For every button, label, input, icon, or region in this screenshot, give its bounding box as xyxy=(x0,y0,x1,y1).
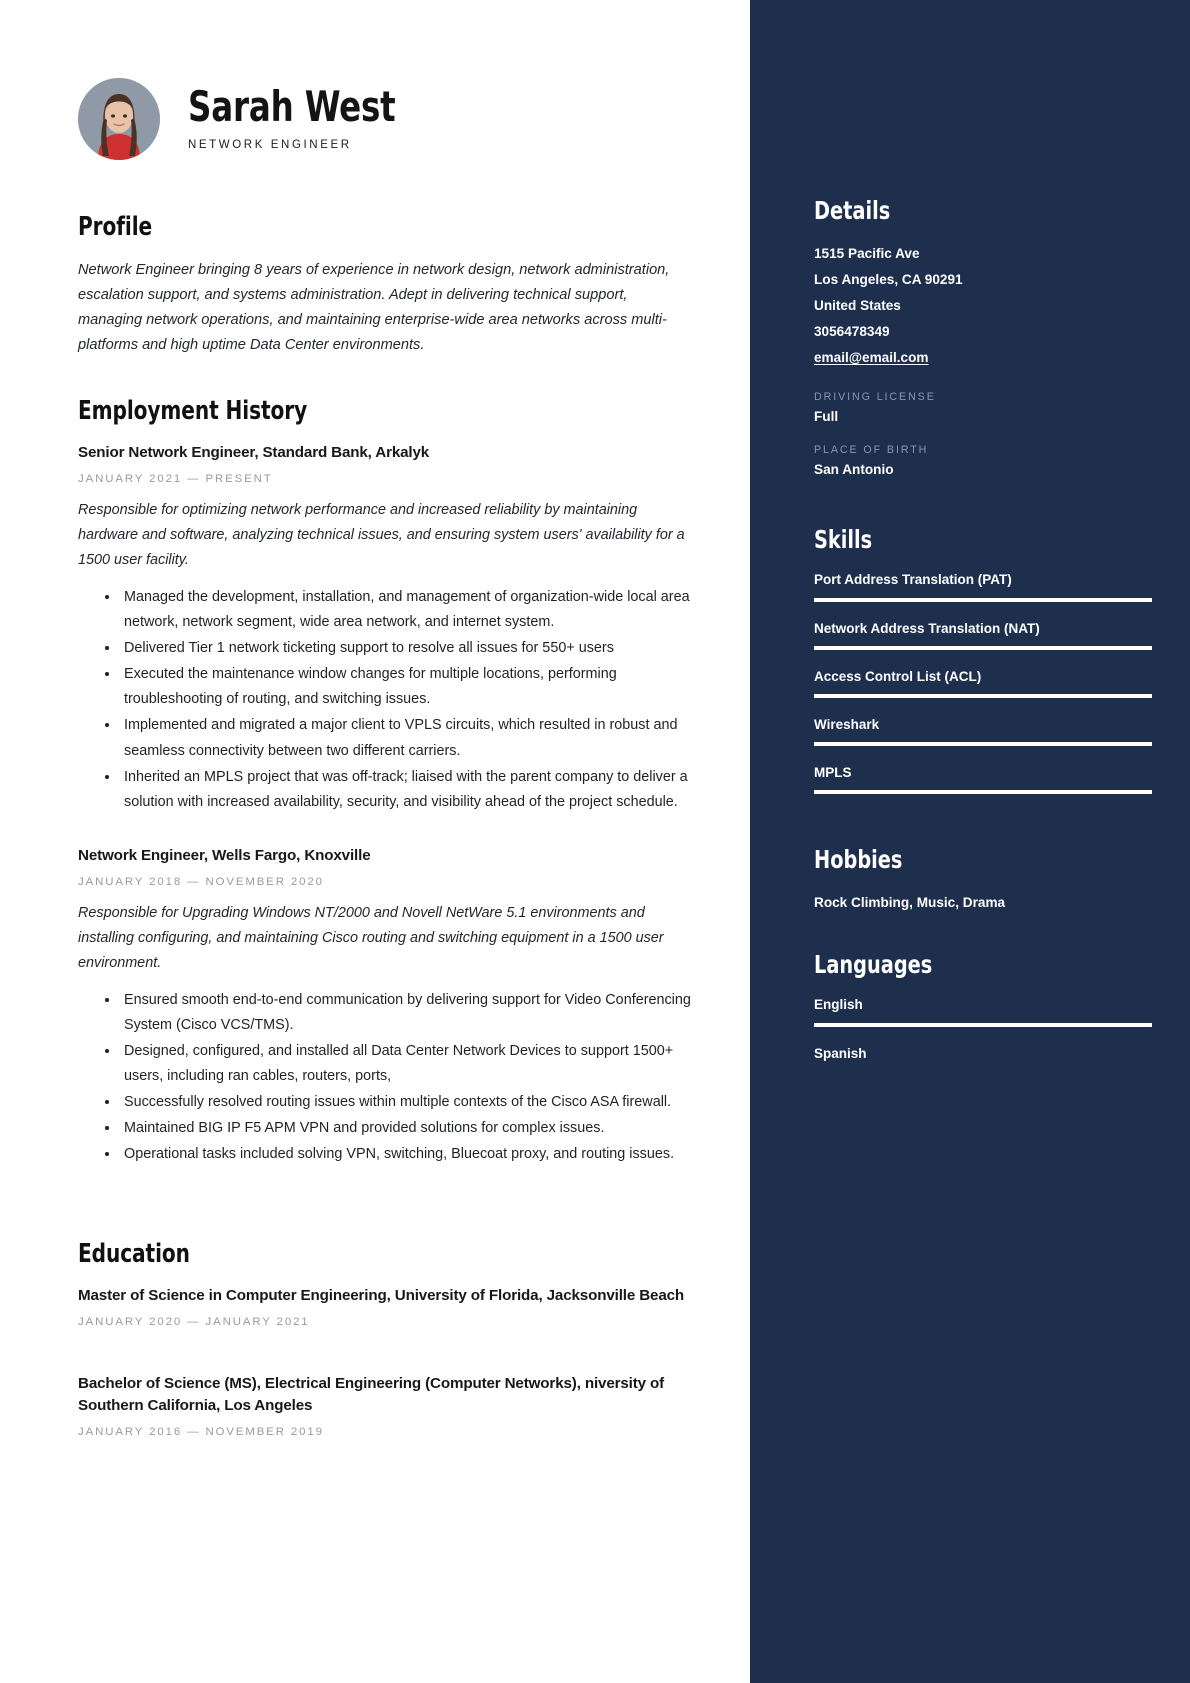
list-item: • Maintained BIG IP F5 APM VPN and provided solutions for complex issues. xyxy=(120,1116,692,1141)
hobbies-text: Rock Climbing, Music, Drama xyxy=(814,895,1006,911)
sidebar-heading-hobbies: Hobbies xyxy=(814,845,903,875)
place-of-birth-value: San Antonio xyxy=(814,462,894,478)
employment-date: JANUARY 2018 — NOVEMBER 2020 xyxy=(78,875,324,888)
job-title: NETWORK ENGINEER xyxy=(188,138,352,151)
country: United States xyxy=(814,298,901,314)
education-title: Bachelor of Science (MS), Electrical Engineering (Computer Networks), niversity of Southern California, Los Angeles xyxy=(78,1375,665,1415)
skill-item xyxy=(814,619,1152,650)
sidebar-details-section xyxy=(814,196,1152,477)
skill-level-bar xyxy=(814,694,1152,698)
education-entry xyxy=(78,1285,692,1328)
education-section xyxy=(78,1239,692,1438)
spacer xyxy=(814,477,1152,525)
language-item xyxy=(814,995,1152,1026)
spacer xyxy=(78,1197,692,1239)
employment-title: Senior Network Engineer, Standard Bank, Arkalyk xyxy=(78,444,430,462)
education-date: JANUARY 2016 — NOVEMBER 2019 xyxy=(78,1426,324,1439)
language-level-bar xyxy=(814,1023,1152,1027)
list-item: • Successfully resolved routing issues within multiple contexts of the Cisco ASA firewall. xyxy=(120,1090,692,1115)
skill-level-bar xyxy=(814,742,1152,746)
email-link[interactable]: email@email.com xyxy=(814,350,929,366)
employment-title: Network Engineer, Wells Fargo, Knoxville xyxy=(78,846,371,864)
section-heading-employment: Employment History xyxy=(78,396,308,427)
list-item: • Managed the development, installation, and management of organization-wide local area network, network segment, wide area network, and internet system. xyxy=(120,585,692,635)
sidebar-languages-section xyxy=(814,950,1152,1074)
education-entry xyxy=(78,1373,692,1438)
sidebar-heading-skills: Skills xyxy=(814,525,873,555)
skill-label: Network Address Translation (NAT) xyxy=(814,620,1040,636)
sidebar-hobbies-section xyxy=(814,845,1152,916)
employment-entry xyxy=(78,442,692,814)
list-item: • Executed the maintenance window changes for multiple locations, performing troubleshooting of routing, and switching issues. xyxy=(120,662,692,712)
employment-bullet-list xyxy=(78,585,692,815)
skill-label: Access Control List (ACL) xyxy=(814,668,982,684)
spacer xyxy=(78,1341,692,1373)
address-line-1: 1515 Pacific Ave xyxy=(814,246,920,261)
phone-number: 3056478349 xyxy=(814,324,890,340)
employment-description: Responsible for optimizing network performance and increased reliability by maintaining hardware and software, analyzing technical issues, and ensuring system users' availability for a 1500 user facility. xyxy=(78,502,685,569)
employment-bullet-list xyxy=(78,988,692,1167)
sidebar-skills-section xyxy=(814,525,1152,794)
skill-label: Port Address Translation (PAT) xyxy=(814,572,1012,588)
language-label: English xyxy=(814,997,863,1013)
list-item: • Ensured smooth end-to-end communication by delivering support for Video Conferencing System (Cisco VCS/TMS). xyxy=(120,988,692,1038)
place-of-birth-label: PLACE OF BIRTH xyxy=(814,444,929,457)
skill-item xyxy=(814,763,1152,794)
address-line-2: Los Angeles, CA 90291 xyxy=(814,272,963,288)
education-title: Master of Science in Computer Engineering, University of Florida, Jacksonville Beach xyxy=(78,1286,685,1304)
avatar xyxy=(78,78,160,160)
driving-license-label: DRIVING LICENSE xyxy=(814,391,936,404)
portrait-photo-icon xyxy=(78,78,160,160)
education-date: JANUARY 2020 — JANUARY 2021 xyxy=(78,1316,310,1328)
list-item: • Inherited an MPLS project that was off-track; liaised with the parent company to deliver a solution with increased availability, security, and visibility ahead of the project schedule. xyxy=(120,765,692,815)
skill-level-bar xyxy=(814,646,1152,650)
spacer xyxy=(814,811,1152,845)
name-block xyxy=(188,82,429,152)
skill-item xyxy=(814,667,1152,698)
profile-section xyxy=(78,212,692,358)
section-heading-profile: Profile xyxy=(78,212,153,242)
sidebar-heading-languages: Languages xyxy=(814,950,933,980)
language-level-bar xyxy=(814,1071,1152,1075)
profile-text: Network Engineer bringing 8 years of experience in network design, network administration, escalation support, and systems administration. Adept in delivering technical support, managing network operations, and maintaining enterprise-wide area networks across multi-platforms and high uptime Data Center environments. xyxy=(78,262,670,354)
driving-license-value: Full xyxy=(814,409,839,425)
spacer xyxy=(814,916,1152,950)
resume-header xyxy=(78,78,692,160)
list-item: • Operational tasks included solving VPN, switching, Bluecoat proxy, and routing issues. xyxy=(120,1142,692,1167)
skill-item xyxy=(814,715,1152,746)
employment-section xyxy=(78,396,692,1167)
skill-level-bar xyxy=(814,790,1152,794)
language-item xyxy=(814,1044,1152,1075)
section-heading-education: Education xyxy=(78,1238,190,1269)
skill-item xyxy=(814,570,1152,601)
sidebar-heading-details: Details xyxy=(814,196,891,225)
list-item: • Implemented and migrated a major client to VPLS circuits, which resulted in robust and seamless connectivity between two different carriers. xyxy=(120,713,692,763)
skill-label: Wireshark xyxy=(814,716,880,732)
skill-label: MPLS xyxy=(814,765,852,781)
page-title: Sarah West xyxy=(188,82,396,132)
employment-description: Responsible for Upgrading Windows NT/2000 and Novell NetWare 5.1 environments and installing configuring, and maintaining Cisco routing and switching equipment in a 1500 user environment. xyxy=(78,904,664,971)
employment-date: JANUARY 2021 — PRESENT xyxy=(78,473,273,486)
skill-level-bar xyxy=(814,598,1152,602)
list-item: • Delivered Tier 1 network ticketing support to resolve all issues for 550+ users xyxy=(120,636,692,661)
language-label: Spanish xyxy=(814,1045,867,1061)
list-item: • Designed, configured, and installed all Data Center Network Devices to support 1500+ users, including ran cables, routers, ports, xyxy=(120,1039,692,1089)
employment-entry xyxy=(78,845,692,1167)
sidebar xyxy=(750,0,1190,1683)
